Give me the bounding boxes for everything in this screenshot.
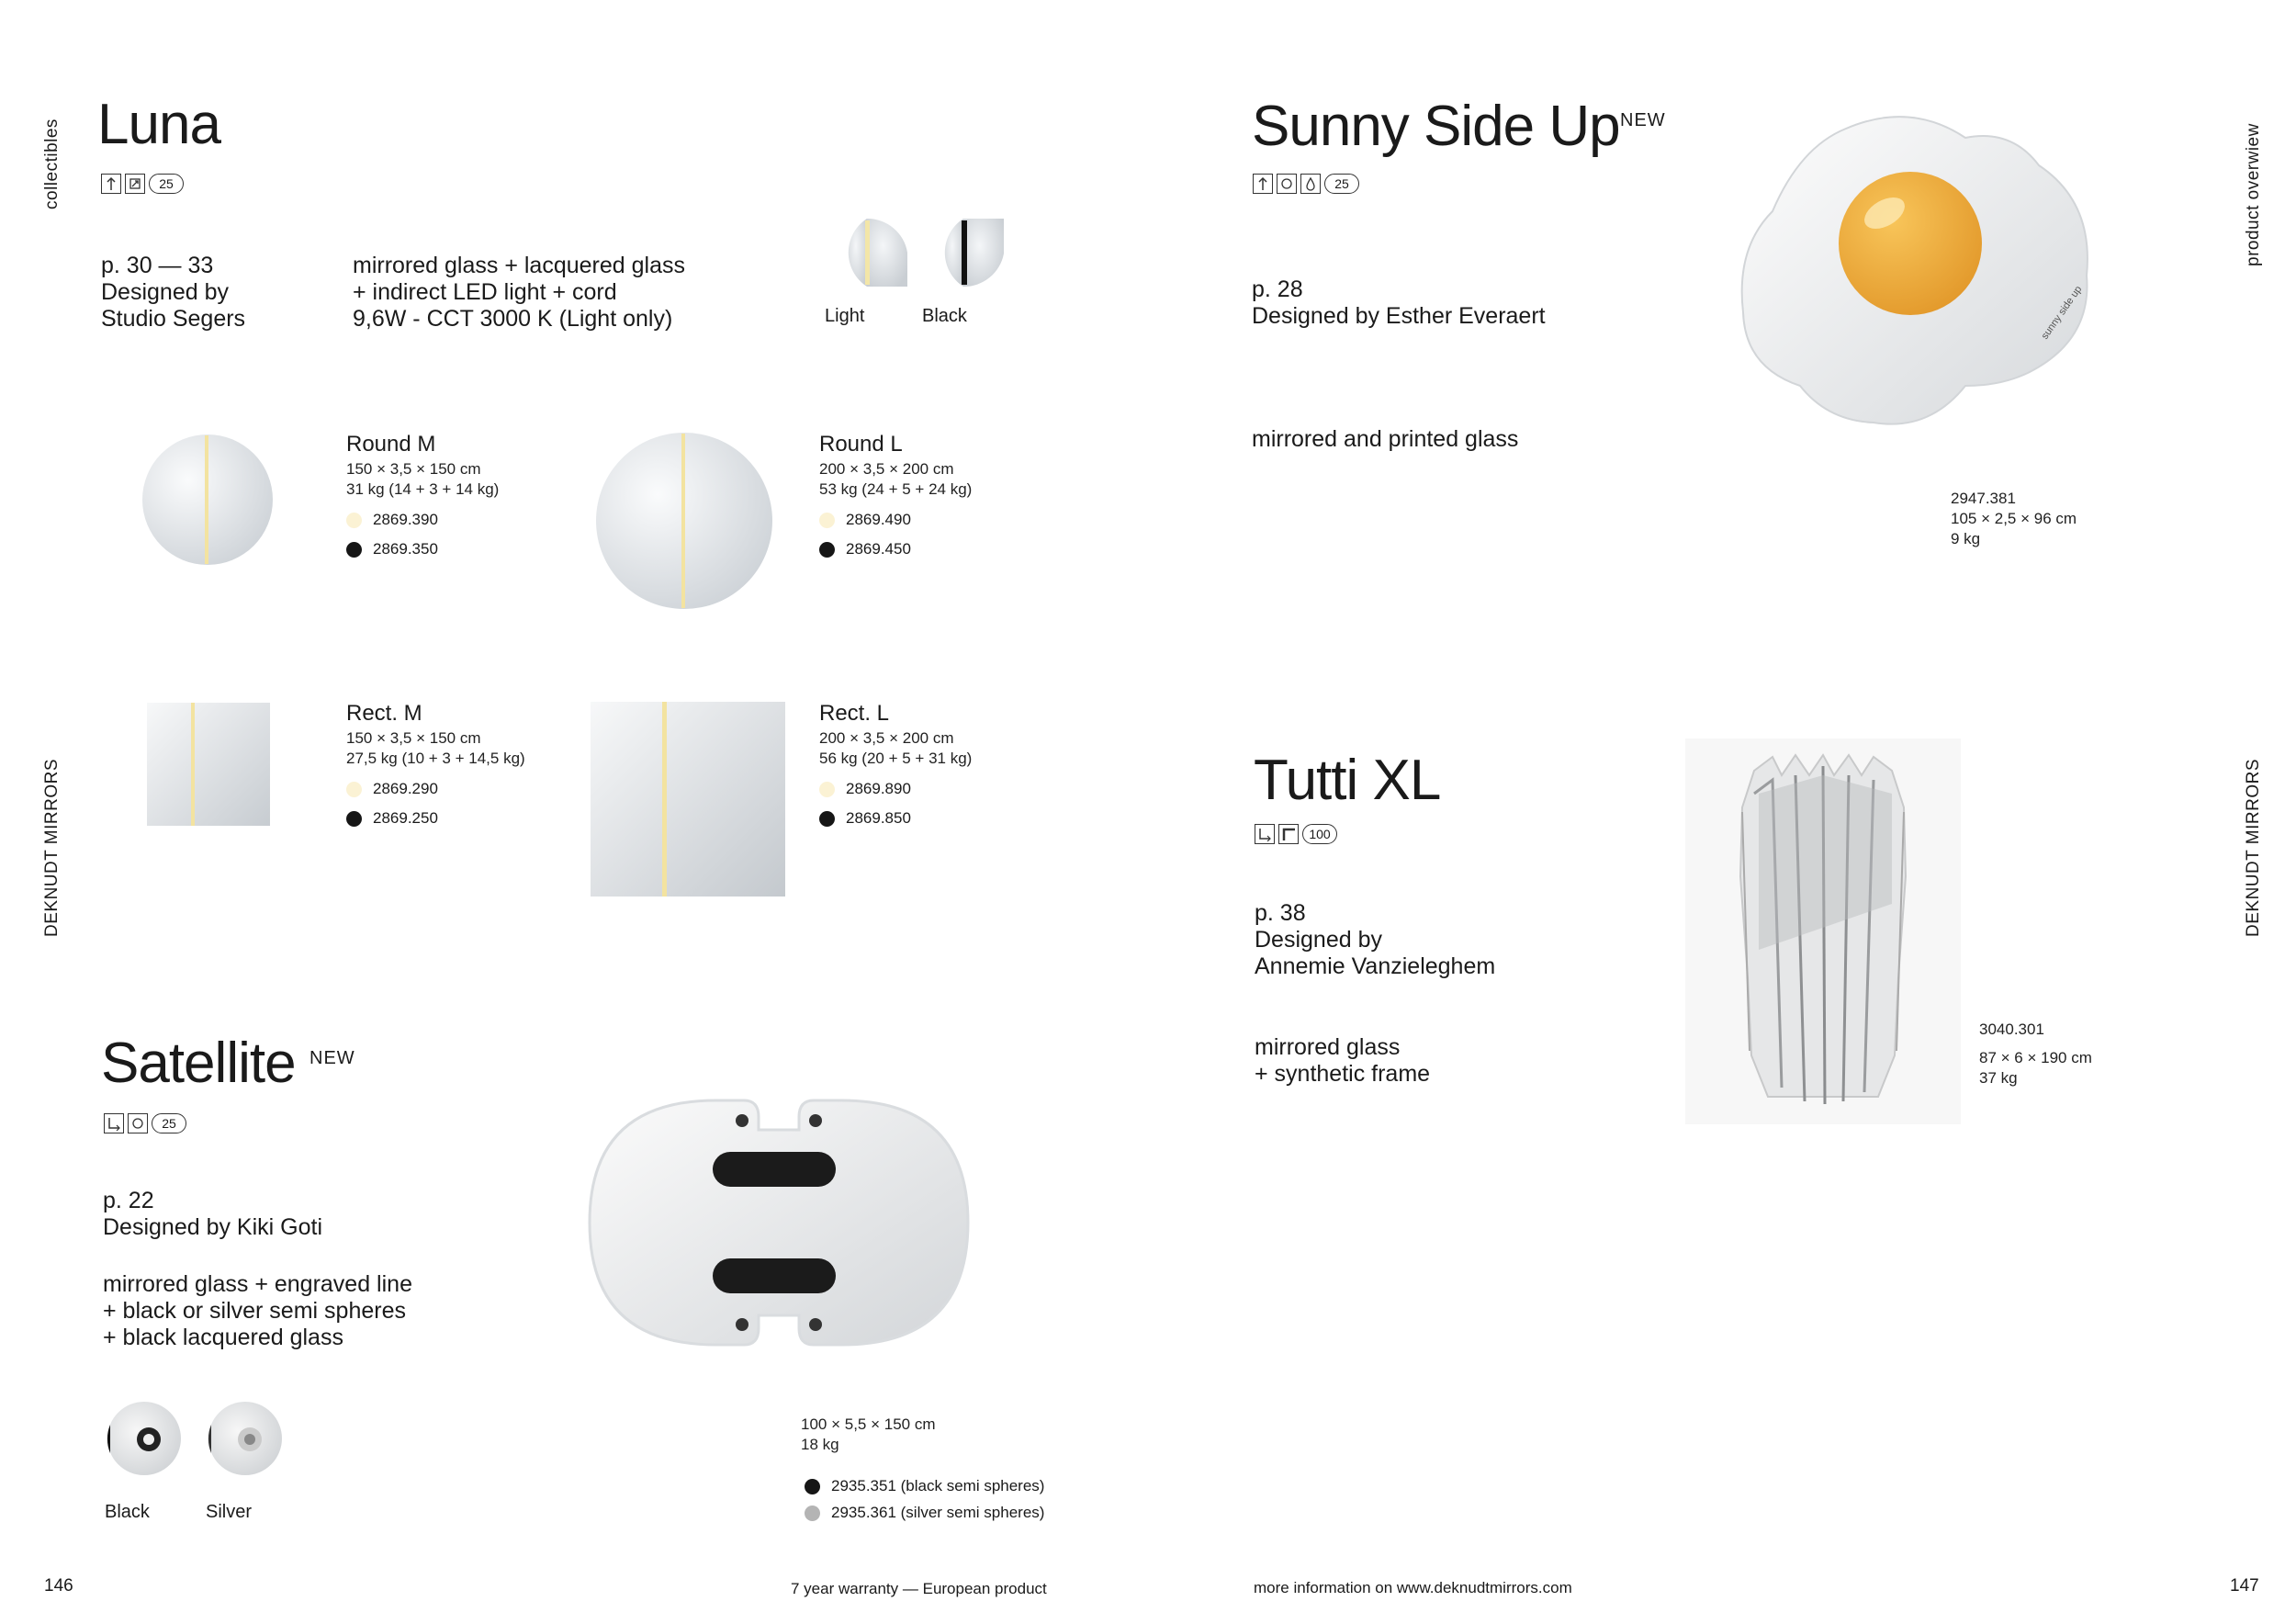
product-code: 2869.450 [846, 540, 911, 558]
product-code: 2869.290 [373, 780, 438, 797]
variant-rect-m [346, 701, 525, 829]
variant-rect-l [819, 701, 972, 829]
swatch-light-image [825, 217, 909, 293]
luna-badge: 25 [149, 174, 184, 194]
satellite-codes [805, 1475, 1044, 1524]
black-color-dot [819, 811, 835, 827]
swatch-black-label: Black [922, 306, 967, 326]
variant-name: Rect. M [346, 701, 422, 726]
silver-color-dot [805, 1506, 820, 1521]
product-code: 2935.361 (silver semi spheres) [831, 1504, 1045, 1521]
page-number-left: 146 [44, 1576, 73, 1596]
rect-m-image [147, 703, 270, 830]
swatch-light-label: Light [825, 306, 865, 326]
variant-name: Round L [819, 432, 903, 457]
variant-round-l [819, 432, 972, 560]
code-row-black [346, 538, 499, 560]
luna-icon-row [101, 174, 184, 194]
code-row-black [819, 807, 972, 829]
product-code: 2869.850 [846, 809, 911, 827]
mount-orientation-icon [104, 1113, 124, 1133]
corner-frame-icon [1278, 824, 1299, 844]
circle-shape-icon [1277, 174, 1297, 194]
side-label-collectibles: collectibles [42, 118, 62, 209]
satellite-new-tag: NEW [310, 1048, 355, 1068]
variant-name: Rect. L [819, 701, 890, 726]
sunny-badge: 25 [1324, 174, 1359, 194]
swatch-silver-label: Silver [206, 1502, 253, 1522]
code-row-light [346, 509, 499, 531]
tutti-pages: p. 38 Designed by Annemie Vanzieleghem [1255, 900, 1496, 979]
swatch-silver-sphere-image [204, 1402, 287, 1480]
satellite-image [588, 1093, 970, 1357]
variant-round-m [346, 432, 499, 560]
variant-name: Round M [346, 432, 436, 457]
satellite-materials: mirrored glass + engraved line + black or silver semi spheres + black lacquered glass [103, 1271, 412, 1350]
code-row-light [819, 778, 972, 800]
water-drop-icon [1300, 174, 1321, 194]
circle-shape-icon [128, 1113, 148, 1133]
sunny-engraving: sunny side up [2039, 284, 2085, 342]
product-code: 2869.350 [373, 540, 438, 558]
sunny-specs: 2947.381 105 × 2,5 × 96 cm 9 kg [1951, 490, 2077, 547]
light-color-dot [819, 782, 835, 797]
swatch-black-sphere-image [103, 1402, 186, 1480]
satellite-badge: 25 [152, 1113, 186, 1133]
sunny-new-tag: NEW [1620, 110, 1666, 130]
satellite-title: Satellite [101, 1032, 296, 1095]
tutti-materials: mirrored glass + synthetic frame [1255, 1034, 1431, 1087]
tutti-xl-image [1685, 739, 1961, 1129]
variant-specs: 150 × 3,5 × 150 cm 31 kg (14 + 3 + 14 kg) [346, 460, 500, 498]
satellite-specs: 100 × 5,5 × 150 cm 18 kg [801, 1415, 936, 1453]
light-color-dot [346, 513, 362, 528]
sunny-icon-row [1253, 174, 1359, 194]
round-l-image [595, 432, 773, 615]
side-label-brand-right: DEKNUDT MIRRORS [2244, 759, 2263, 937]
code-row-silver [805, 1502, 1044, 1524]
black-color-dot [346, 811, 362, 827]
code-row-black [819, 538, 972, 560]
tutti-badge: 100 [1302, 824, 1337, 844]
sunny-pages: p. 28 Designed by Esther Everaert [1252, 276, 1546, 329]
black-color-dot [346, 542, 362, 558]
tutti-icon-row [1255, 824, 1337, 844]
product-code: 2869.390 [373, 511, 438, 528]
variant-specs: 200 × 3,5 × 200 cm 53 kg (24 + 5 + 24 kg) [819, 460, 973, 498]
product-code: 2869.490 [846, 511, 911, 528]
vertical-mount-icon [1253, 174, 1273, 194]
sunny-side-up-image [1736, 110, 2099, 447]
luna-pages: p. 30 — 33 Designed by Studio Segers [101, 253, 246, 332]
product-code: 2935.351 (black semi spheres) [831, 1477, 1045, 1494]
code-row-light [819, 509, 972, 531]
swatch-black-image [921, 217, 1006, 293]
black-color-dot [805, 1479, 820, 1494]
satellite-icon-row [104, 1113, 186, 1133]
code-row-black [805, 1475, 1044, 1497]
vertical-mount-icon [101, 174, 121, 194]
variant-specs: 200 × 3,5 × 200 cm 56 kg (20 + 5 + 31 kg) [819, 729, 973, 767]
page-number-right: 147 [2230, 1576, 2259, 1596]
tutti-code: 3040.301 [1979, 1021, 2044, 1038]
side-label-product-overview: product overwiew [2244, 123, 2263, 266]
swatch-black-label: Black [105, 1502, 150, 1522]
light-color-dot [346, 782, 362, 797]
tutti-specs: 87 × 6 × 190 cm 37 kg [1979, 1049, 2092, 1087]
round-m-image [141, 434, 274, 570]
sunny-materials: mirrored and printed glass [1252, 426, 1519, 452]
warranty-note: 7 year warranty — European product [791, 1580, 1047, 1597]
side-label-brand-left: DEKNUDT MIRRORS [42, 759, 62, 937]
luna-title: Luna [97, 93, 220, 156]
website-link[interactable]: more information on www.deknudtmirrors.com [1254, 1579, 1572, 1596]
luna-materials: mirrored glass + lacquered glass + indirect LED light + cord 9,6W - CCT 3000 K (Light only) [353, 253, 685, 332]
code-row-light [346, 778, 525, 800]
product-code: 2869.890 [846, 780, 911, 797]
tutti-title: Tutti XL [1254, 749, 1441, 812]
variant-specs: 150 × 3,5 × 150 cm 27,5 kg (10 + 3 + 14,5 kg) [346, 729, 525, 767]
product-code: 2869.250 [373, 809, 438, 827]
satellite-pages: p. 22 Designed by Kiki Goti [103, 1188, 323, 1240]
light-cord-icon [125, 174, 145, 194]
mount-orientation-icon [1255, 824, 1275, 844]
sunny-title: Sunny Side Up [1252, 95, 1620, 158]
rect-l-image [591, 702, 785, 901]
light-color-dot [819, 513, 835, 528]
code-row-black [346, 807, 525, 829]
black-color-dot [819, 542, 835, 558]
